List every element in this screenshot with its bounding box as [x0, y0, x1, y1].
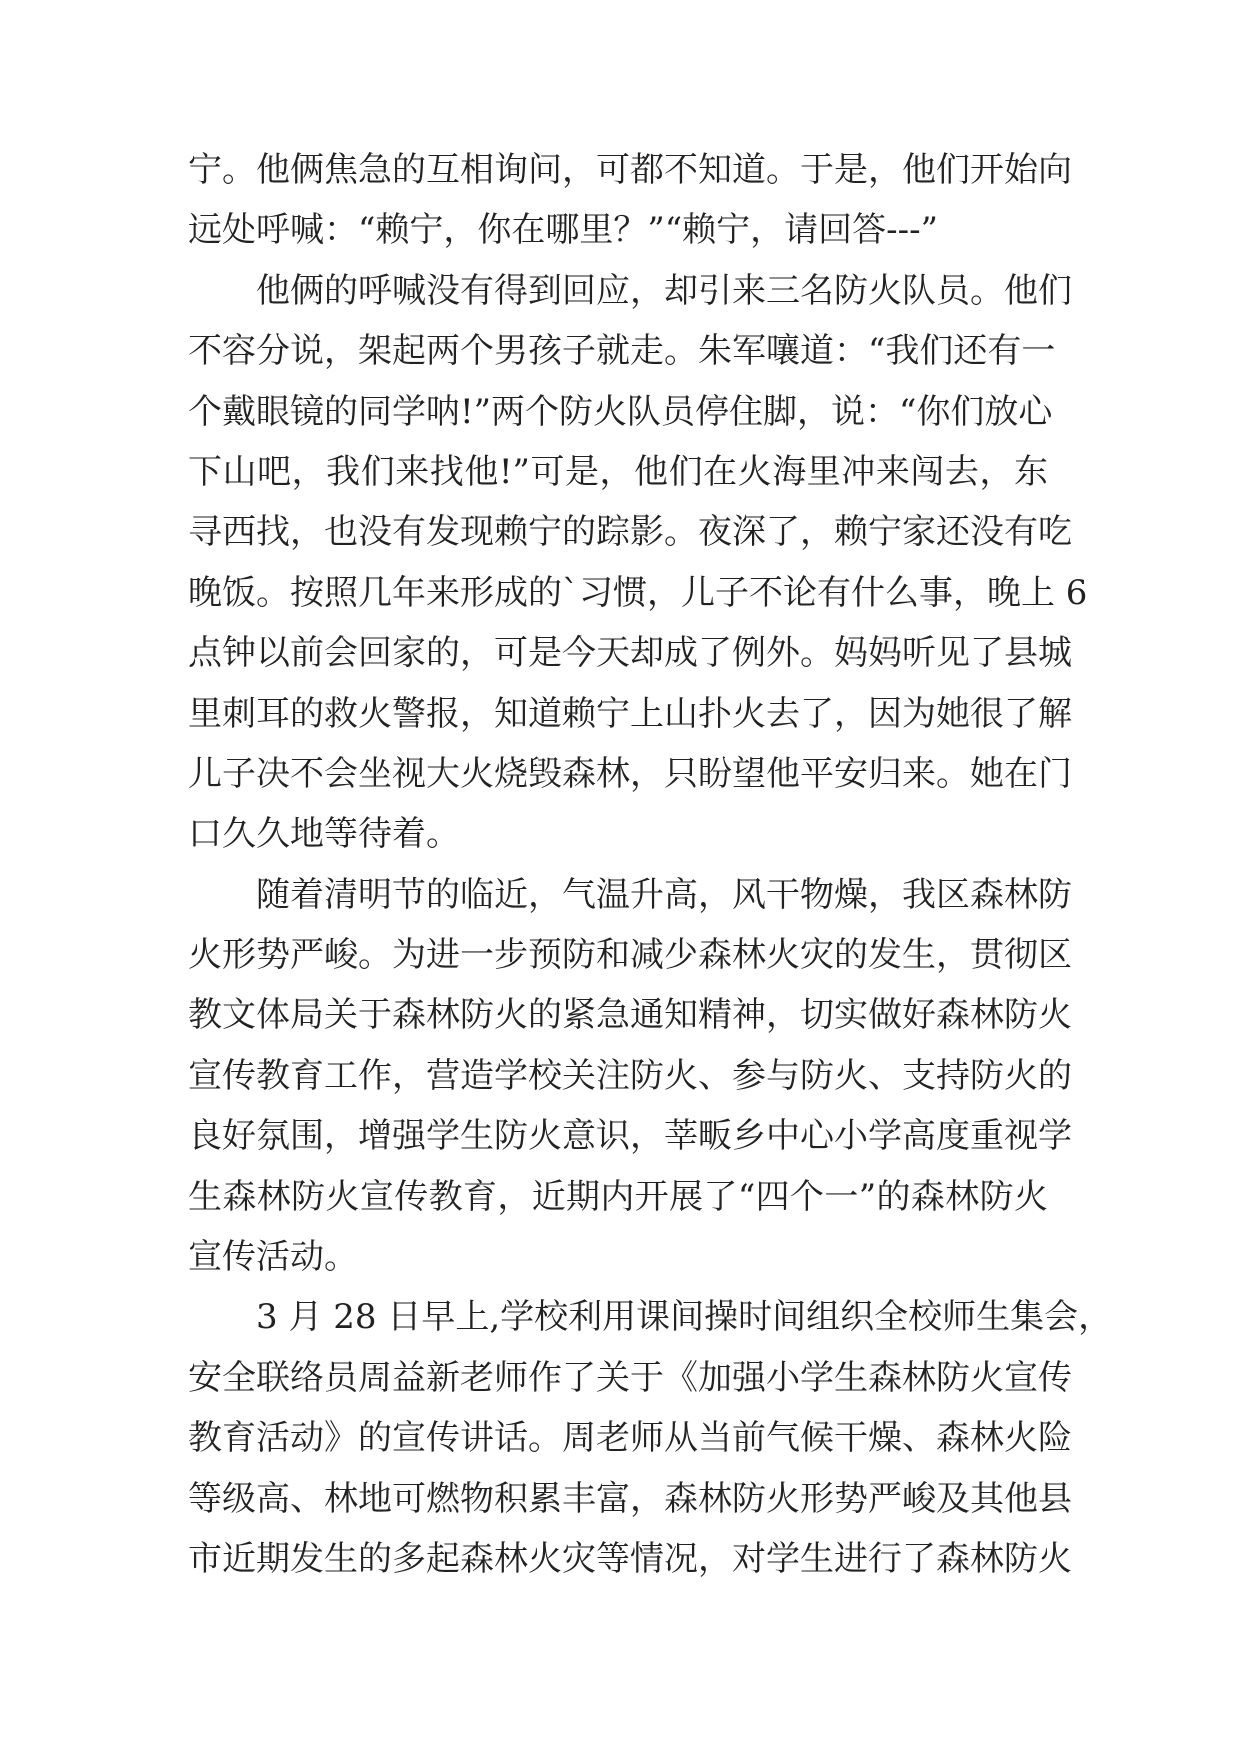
text-line: 点钟以前会回家的，可是今天却成了例外。妈妈听见了县城	[188, 633, 1072, 674]
text-line: 口久久地等待着。	[188, 814, 460, 855]
text-line: 火形势严峻。为进一步预防和减少森林火灾的发生，贯彻区	[188, 935, 1072, 976]
text-line: 个戴眼镜的同学呐!”两个防火队员停住脚，说：“你们放心	[188, 391, 1053, 432]
text-line: 儿子决不会坐视大火烧毁森林，只盼望他平安归来。她在门	[188, 753, 1072, 794]
text-line: 远处呼喊：“赖宁，你在哪里？”“赖宁，请回答---”	[188, 210, 938, 251]
text-line: 里刺耳的救火警报，知道赖宁上山扑火去了，因为她很了解	[188, 693, 1072, 734]
text-line: 市近期发生的多起森林火灾等情况，对学生进行了森林防火	[188, 1538, 1072, 1579]
text-line: 3 月 28 日早上,学校利用课间操时间组织全校师生集会，	[256, 1297, 1113, 1338]
text-line: 生森林防火宣传教育，近期内开展了“四个一”的森林防火	[188, 1176, 1048, 1217]
text-line: 下山吧，我们来找他!”可是，他们在火海里冲来闯去，东	[188, 451, 1048, 492]
text-line: 良好氛围，增强学生防火意识，莘畈乡中心小学高度重视学	[188, 1116, 1072, 1157]
text-line: 不容分说，架起两个男孩子就走。朱军嚷道：“我们还有一	[188, 331, 1056, 372]
text-line: 宣传教育工作，营造学校关注防火、参与防火、支持防火的	[188, 1055, 1072, 1096]
text-line: 晚饭。按照几年来形成的`习惯，儿子不论有什么事，晚上 6	[188, 572, 1088, 613]
text-line: 安全联络员周益新老师作了关于《加强小学生森林防火宣传	[188, 1357, 1072, 1398]
text-line: 寻西找，也没有发现赖宁的踪影。夜深了，赖宁家还没有吃	[188, 512, 1072, 553]
text-line: 教文体局关于森林防火的紧急通知精神，切实做好森林防火	[188, 995, 1072, 1036]
text-line: 等级高、林地可燃物积累丰富，森林防火形势严峻及其他县	[188, 1478, 1072, 1519]
text-line: 随着清明节的临近，气温升高，风干物燥，我区森林防	[256, 874, 1072, 915]
text-line: 教育活动》的宣传讲话。周老师从当前气候干燥、森林火险	[188, 1418, 1072, 1459]
text-line: 宁。他俩焦急的互相询问，可都不知道。于是，他们开始向	[188, 150, 1072, 190]
text-line: 他俩的呼喊没有得到回应，却引来三名防火队员。他们	[256, 270, 1072, 311]
body-text	[188, 140, 1113, 1589]
text-line: 宣传活动。	[188, 1237, 358, 1278]
